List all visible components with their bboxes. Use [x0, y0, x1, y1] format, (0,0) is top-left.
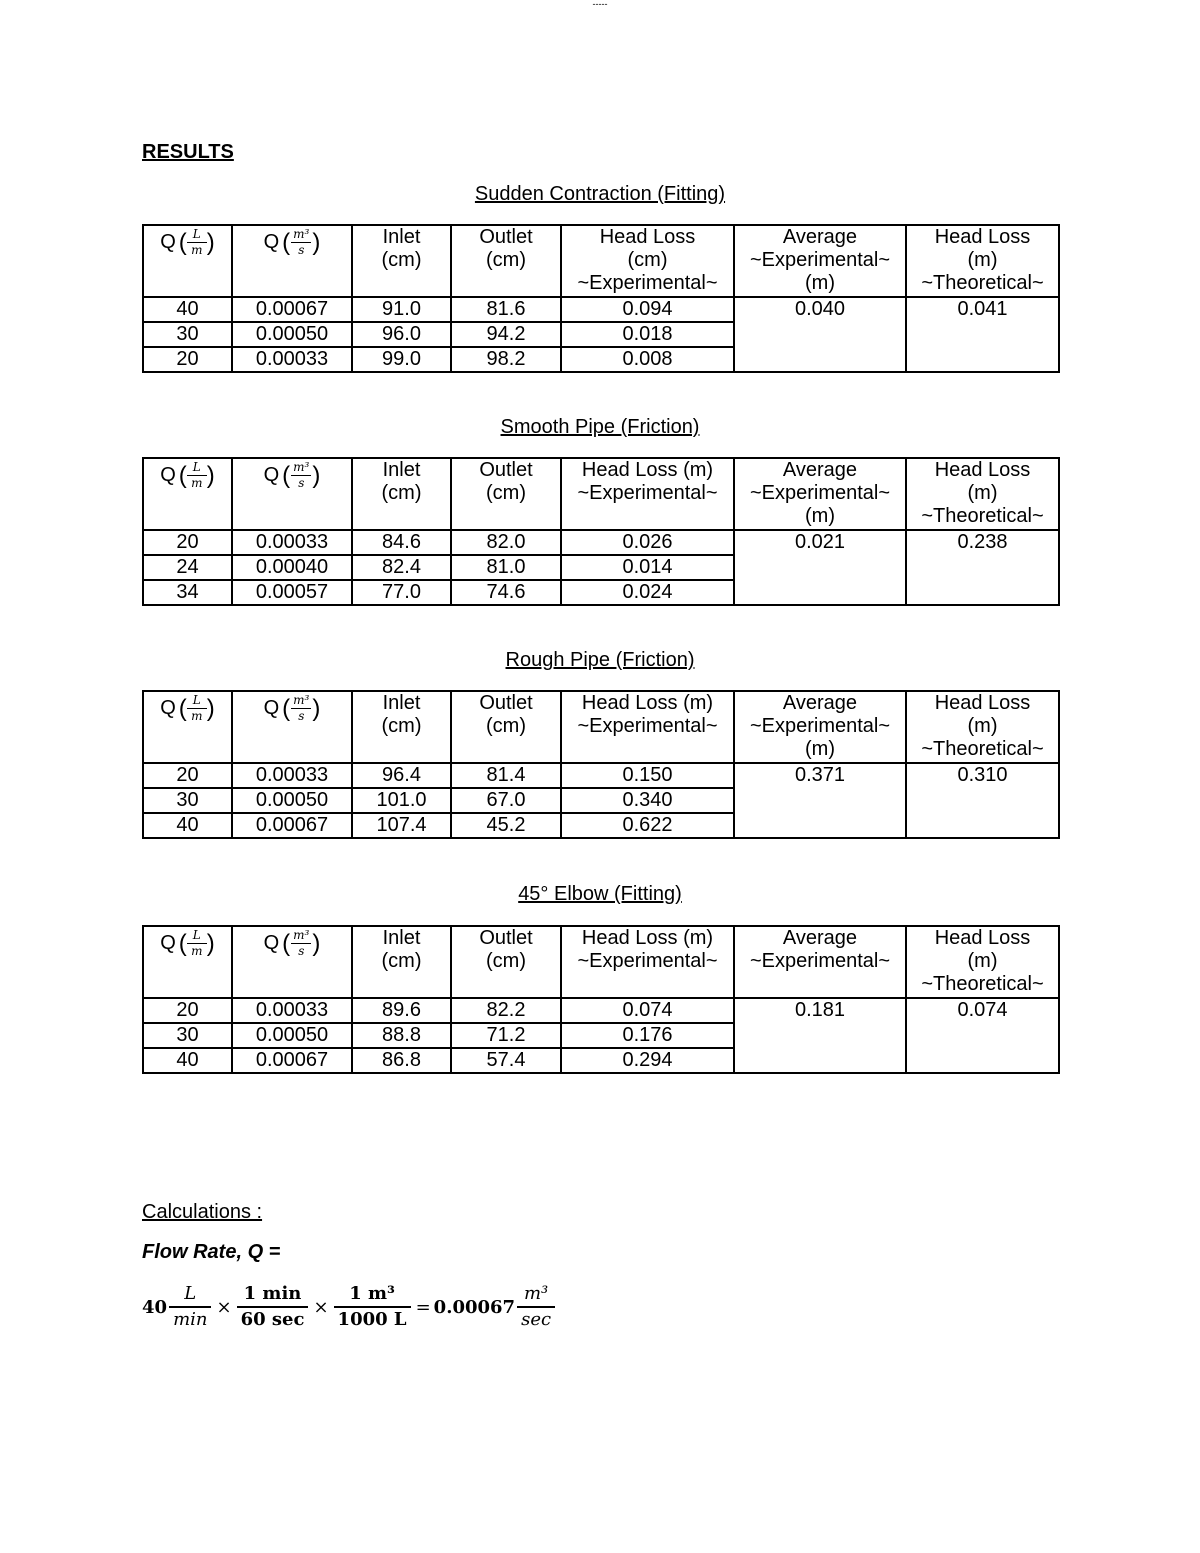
cell-head-loss: 0.622	[561, 813, 734, 838]
eq-fraction-4	[517, 1282, 555, 1332]
cell-inlet: 91.0	[352, 297, 451, 322]
header-line: ~Experimental~	[749, 950, 891, 972]
col-header-outlet	[451, 458, 561, 530]
rough-pipe-table	[142, 690, 1060, 839]
eq-f4-denominator: sec	[521, 1309, 552, 1330]
flow-rate-equation	[142, 1282, 557, 1332]
calculations-title: Calculations :	[142, 1201, 263, 1223]
smooth-pipe-title: Smooth Pipe (Friction)	[500, 416, 700, 438]
cell-inlet: 99.0	[352, 347, 451, 372]
rough-pipe-title: Rough Pipe (Friction)	[505, 649, 695, 671]
header-line: (cm)	[381, 249, 422, 271]
q-symbol: Q	[160, 932, 176, 954]
cell-outlet: 82.2	[451, 998, 561, 1023]
paren-right: )	[206, 694, 215, 722]
cell-head-loss: 0.014	[561, 555, 734, 580]
header-line: (cm)	[486, 482, 526, 504]
col-header-average-exp	[734, 225, 906, 297]
q-header	[160, 692, 215, 723]
header-row	[143, 225, 1059, 297]
unit-fraction	[187, 694, 207, 723]
col-header-head-loss-theo	[906, 225, 1059, 297]
paren-right: )	[206, 461, 215, 489]
cell-inlet: 82.4	[352, 555, 451, 580]
paren-left: (	[282, 929, 291, 957]
eq-f4-numerator: m³	[523, 1283, 549, 1304]
cell-head-loss-theo: 0.074	[906, 998, 1059, 1073]
unit-numerator: L	[192, 460, 201, 474]
col-header-q-lpm	[143, 225, 232, 297]
header-line: Outlet	[479, 927, 533, 949]
header-line: (cm)	[381, 950, 422, 972]
cell-head-loss: 0.294	[561, 1048, 734, 1073]
paren-left: (	[178, 694, 187, 722]
header-line: Head Loss	[934, 927, 1031, 949]
col-header-q-m3s	[232, 926, 352, 998]
header-line: ~Experimental~	[577, 272, 718, 294]
q-header	[264, 459, 321, 490]
cell-head-loss: 0.018	[561, 322, 734, 347]
cell-q-lpm: 30	[143, 322, 232, 347]
unit-fraction	[290, 694, 312, 723]
q-unit	[282, 228, 320, 257]
q-header	[264, 692, 321, 723]
unit-fraction	[187, 228, 207, 257]
cell-q-m3s: 0.00033	[232, 763, 352, 788]
cell-q-m3s: 0.00050	[232, 322, 352, 347]
header-line: Head Loss (m)	[581, 459, 714, 481]
paren-left: (	[178, 461, 187, 489]
cell-q-lpm: 30	[143, 1023, 232, 1048]
smooth-pipe-table	[142, 457, 1060, 606]
cell-q-m3s: 0.00067	[232, 813, 352, 838]
col-header-head-loss-exp	[561, 225, 734, 297]
col-header-q-m3s	[232, 691, 352, 763]
cell-q-lpm: 20	[143, 998, 232, 1023]
cell-head-loss-theo: 0.310	[906, 763, 1059, 838]
q-unit	[179, 929, 215, 958]
header-mark: -----	[592, 0, 608, 9]
cell-outlet: 82.0	[451, 530, 561, 555]
cell-q-m3s: 0.00057	[232, 580, 352, 605]
q-header	[160, 459, 215, 490]
header-line: Head Loss	[599, 226, 696, 248]
unit-fraction	[290, 461, 312, 490]
unit-numerator: m³	[293, 227, 310, 241]
table-row	[143, 297, 1059, 322]
cell-inlet: 96.4	[352, 763, 451, 788]
col-header-inlet	[352, 691, 451, 763]
cell-outlet: 45.2	[451, 813, 561, 838]
unit-numerator: L	[192, 928, 201, 942]
cell-outlet: 74.6	[451, 580, 561, 605]
header-line: ~Theoretical~	[921, 505, 1044, 527]
paren-right: )	[312, 461, 321, 489]
unit-denominator: s	[298, 243, 305, 257]
unit-denominator: s	[298, 709, 305, 723]
q-unit	[282, 929, 320, 958]
cell-q-lpm: 20	[143, 763, 232, 788]
cell-q-lpm: 40	[143, 297, 232, 322]
cell-head-loss: 0.008	[561, 347, 734, 372]
eq-f3-denominator: 1000 L	[337, 1309, 407, 1330]
cell-head-loss: 0.094	[561, 297, 734, 322]
results-title: RESULTS	[142, 141, 234, 163]
header-line: (m)	[967, 482, 998, 504]
cell-q-lpm: 20	[143, 530, 232, 555]
col-header-outlet	[451, 926, 561, 998]
cell-outlet: 67.0	[451, 788, 561, 813]
paren-left: (	[282, 461, 291, 489]
header-line: (cm)	[381, 482, 422, 504]
cell-inlet: 88.8	[352, 1023, 451, 1048]
header-line: (cm)	[486, 715, 526, 737]
eq-fraction-3	[334, 1282, 411, 1332]
header-line: Average	[782, 226, 858, 248]
header-line: (m)	[805, 738, 835, 760]
col-header-average-exp	[734, 691, 906, 763]
col-header-q-lpm	[143, 926, 232, 998]
unit-numerator: L	[192, 693, 201, 707]
unit-denominator: m	[191, 709, 203, 723]
unit-denominator: s	[298, 944, 305, 958]
eq-coefficient: 40	[142, 1296, 168, 1318]
q-symbol: Q	[160, 697, 176, 719]
header-line: (cm)	[381, 715, 422, 737]
cell-q-m3s: 0.00040	[232, 555, 352, 580]
cell-q-lpm: 30	[143, 788, 232, 813]
cell-q-m3s: 0.00050	[232, 788, 352, 813]
eq-fraction-1	[169, 1282, 211, 1332]
eq-f2-numerator: 1 min	[243, 1283, 302, 1304]
header-line: ~Theoretical~	[921, 272, 1044, 294]
cell-outlet: 57.4	[451, 1048, 561, 1073]
cell-q-m3s: 0.00033	[232, 347, 352, 372]
header-line: (m)	[967, 715, 998, 737]
header-row	[143, 458, 1059, 530]
q-header	[160, 226, 215, 257]
col-header-inlet	[352, 926, 451, 998]
cell-outlet: 81.4	[451, 763, 561, 788]
paren-left: (	[282, 228, 291, 256]
header-line: Average	[782, 692, 858, 714]
header-row	[143, 926, 1059, 998]
unit-fraction	[290, 929, 312, 958]
q-symbol: Q	[160, 464, 176, 486]
q-header	[264, 226, 321, 257]
eq-f1-denominator: min	[173, 1309, 208, 1330]
unit-numerator: m³	[293, 928, 310, 942]
col-header-head-loss-exp	[561, 691, 734, 763]
header-line: Inlet	[382, 226, 421, 248]
q-header	[264, 927, 321, 958]
paren-right: )	[312, 929, 321, 957]
col-header-head-loss-exp	[561, 926, 734, 998]
cell-outlet: 81.6	[451, 297, 561, 322]
cell-head-loss: 0.340	[561, 788, 734, 813]
header-line: (m)	[967, 249, 998, 271]
paren-left: (	[282, 694, 291, 722]
cell-q-m3s: 0.00067	[232, 297, 352, 322]
q-symbol: Q	[263, 231, 280, 253]
unit-denominator: s	[298, 476, 305, 490]
cell-inlet: 101.0	[352, 788, 451, 813]
paren-right: )	[312, 694, 321, 722]
header-line: (cm)	[486, 950, 526, 972]
eq-f2-denominator: 60 sec	[240, 1309, 305, 1330]
cell-inlet: 86.8	[352, 1048, 451, 1073]
unit-denominator: m	[191, 476, 203, 490]
cell-outlet: 94.2	[451, 322, 561, 347]
header-line: (cm)	[627, 249, 668, 271]
table-row	[143, 530, 1059, 555]
col-header-q-lpm	[143, 458, 232, 530]
cell-inlet: 89.6	[352, 998, 451, 1023]
header-line: ~Experimental~	[577, 482, 718, 504]
col-header-q-m3s	[232, 225, 352, 297]
sudden-contraction-title: Sudden Contraction (Fitting)	[474, 183, 726, 205]
header-line: ~Experimental~	[577, 715, 718, 737]
q-symbol: Q	[160, 231, 176, 253]
header-line: ~Experimental~	[749, 715, 891, 737]
q-symbol: Q	[263, 464, 280, 486]
paren-right: )	[206, 228, 215, 256]
cell-average-exp: 0.021	[734, 530, 906, 605]
cell-head-loss-theo: 0.041	[906, 297, 1059, 372]
paren-left: (	[178, 228, 187, 256]
unit-numerator: L	[192, 227, 201, 241]
unit-denominator: m	[191, 944, 203, 958]
cell-q-lpm: 34	[143, 580, 232, 605]
eq-times-1: ×	[216, 1296, 232, 1318]
header-line: (cm)	[486, 249, 526, 271]
col-header-outlet	[451, 691, 561, 763]
eq-equals: =	[415, 1296, 431, 1318]
header-line: Head Loss	[934, 692, 1031, 714]
header-line: Outlet	[479, 692, 533, 714]
header-line: Inlet	[382, 692, 421, 714]
col-header-head-loss-exp	[561, 458, 734, 530]
col-header-average-exp	[734, 926, 906, 998]
header-line: ~Experimental~	[577, 950, 718, 972]
q-unit	[282, 694, 320, 723]
cell-q-m3s: 0.00033	[232, 998, 352, 1023]
header-line: Average	[782, 459, 858, 481]
col-header-head-loss-theo	[906, 458, 1059, 530]
header-line: Inlet	[382, 927, 421, 949]
eq-f3-numerator: 1 m³	[349, 1283, 395, 1304]
elbow-45-table	[142, 925, 1060, 1074]
q-unit	[282, 461, 320, 490]
paren-right: )	[312, 228, 321, 256]
q-unit	[179, 694, 215, 723]
header-line: Head Loss (m)	[581, 927, 714, 949]
header-line: Outlet	[479, 459, 533, 481]
col-header-inlet	[352, 225, 451, 297]
eq-result: 0.00067	[433, 1296, 516, 1318]
eq-fraction-2	[237, 1282, 309, 1332]
cell-head-loss: 0.026	[561, 530, 734, 555]
col-header-head-loss-theo	[906, 691, 1059, 763]
unit-fraction	[290, 228, 312, 257]
q-unit	[179, 461, 215, 490]
cell-q-lpm: 40	[143, 1048, 232, 1073]
q-unit	[179, 228, 215, 257]
q-symbol: Q	[263, 697, 280, 719]
cell-average-exp: 0.371	[734, 763, 906, 838]
sudden-contraction-table	[142, 224, 1060, 373]
col-header-head-loss-theo	[906, 926, 1059, 998]
eq-f1-numerator: L	[184, 1283, 197, 1304]
cell-average-exp: 0.181	[734, 998, 906, 1073]
q-header	[160, 927, 215, 958]
cell-q-m3s: 0.00067	[232, 1048, 352, 1073]
cell-q-m3s: 0.00033	[232, 530, 352, 555]
q-symbol: Q	[263, 932, 280, 954]
cell-head-loss: 0.150	[561, 763, 734, 788]
paren-left: (	[178, 929, 187, 957]
table-row	[143, 763, 1059, 788]
unit-fraction	[187, 929, 207, 958]
cell-outlet: 81.0	[451, 555, 561, 580]
col-header-average-exp	[734, 458, 906, 530]
unit-numerator: m³	[293, 460, 310, 474]
cell-inlet: 84.6	[352, 530, 451, 555]
header-line: Head Loss	[934, 226, 1031, 248]
unit-denominator: m	[191, 243, 203, 257]
table-row	[143, 998, 1059, 1023]
cell-head-loss: 0.176	[561, 1023, 734, 1048]
cell-q-lpm: 20	[143, 347, 232, 372]
cell-inlet: 96.0	[352, 322, 451, 347]
header-row	[143, 691, 1059, 763]
eq-times-2: ×	[313, 1296, 329, 1318]
col-header-q-lpm	[143, 691, 232, 763]
flow-rate-label: Flow Rate, Q =	[142, 1241, 281, 1263]
unit-numerator: m³	[293, 693, 310, 707]
col-header-inlet	[352, 458, 451, 530]
header-line: (m)	[805, 505, 835, 527]
header-line: (m)	[967, 950, 998, 972]
col-header-q-m3s	[232, 458, 352, 530]
header-line: Average	[782, 927, 858, 949]
header-line: ~Theoretical~	[921, 738, 1044, 760]
header-line: Inlet	[382, 459, 421, 481]
header-line: Head Loss	[934, 459, 1031, 481]
unit-fraction	[187, 461, 207, 490]
cell-average-exp: 0.040	[734, 297, 906, 372]
cell-head-loss: 0.074	[561, 998, 734, 1023]
cell-q-lpm: 24	[143, 555, 232, 580]
elbow-45-title: 45° Elbow (Fitting)	[518, 883, 682, 905]
header-line: Outlet	[479, 226, 533, 248]
col-header-outlet	[451, 225, 561, 297]
cell-head-loss-theo: 0.238	[906, 530, 1059, 605]
header-line: ~Experimental~	[749, 482, 891, 504]
paren-right: )	[206, 929, 215, 957]
cell-q-m3s: 0.00050	[232, 1023, 352, 1048]
cell-inlet: 77.0	[352, 580, 451, 605]
cell-outlet: 71.2	[451, 1023, 561, 1048]
header-line: (m)	[805, 272, 835, 294]
cell-q-lpm: 40	[143, 813, 232, 838]
cell-outlet: 98.2	[451, 347, 561, 372]
cell-inlet: 107.4	[352, 813, 451, 838]
header-line: ~Theoretical~	[921, 973, 1044, 995]
header-line: Head Loss (m)	[581, 692, 714, 714]
cell-head-loss: 0.024	[561, 580, 734, 605]
header-line: ~Experimental~	[749, 249, 891, 271]
